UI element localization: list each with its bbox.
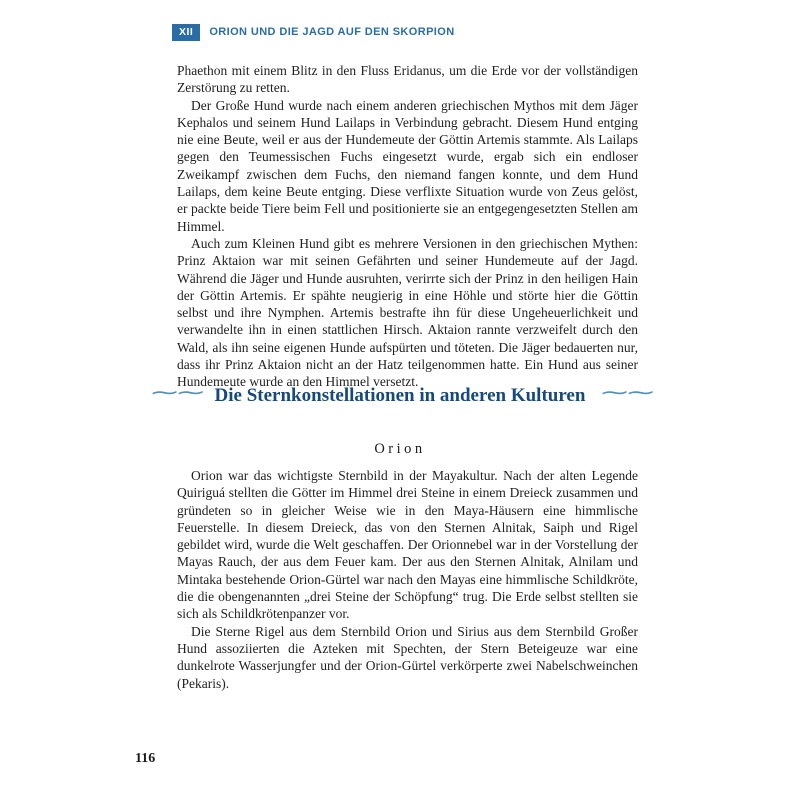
subheading-orion: Orion [374,441,426,457]
page-number: 116 [135,751,156,766]
body-paragraph: Phaethon mit einem Blitz in den Fluss Eridanus, um die Erde vor der vollständigen Zerstörung zu retten. [177,63,638,96]
running-head [172,24,455,41]
section-heading [0,382,800,407]
body-paragraph: Orion war das wichtigste Sternbild in der Mayakultur. Nach der alten Legende Quiriguá stellten die Götter im Himmel drei Steine in einem Dreieck zusammen und gründeten so in gleicher Weise wie in den Maya-Häusern eine himmlische Feuerstelle. In diesem Dreieck, das von den Sternen Alnitak, Saiph und Rigel gebildet wird, wurde die Welt geschaffen. Der Orionnebel war in der Vorstellung der Mayas Rauch, der aus dem Feuer kam. Der aus den Sternen Alnitak, Alnilam und Mintaka bestehende Orion-Gürtel war nach den Mayas eine himmlische Schildkröte, die die obengenannten „drei Steine der Schöpfung“ trug. Die Erde selbst stellten sie sich als Schildkrötenpanzer vor. [177,468,638,622]
body-text-block-top [177,62,638,391]
body-paragraph: Auch zum Kleinen Hund gibt es mehrere Versionen in den griechischen Mythen: Prinz Aktaion war mit seinen Gefährten und seiner Hundemeute auf der Jagd. Während die Jäger und Hunde ausruhten, verirrte sich der Prinz in den heiligen Hain der Göttin Artemis. Er spähte neugierig in eine Höhle und störte hier die Göttin selbst und ihre Nymphen. Artemis bestrafte ihn für diese Ungeheuerlichkeit und verwandelte ihn in einen stattlichen Hirsch. Aktaion rannte verzweifelt durch den Wald, als ihn seine eigenen Hunde aufspürten und töteten. Die Jäger bedauerten nur, dass ihr Prinz Aktaion nicht an der Hatz teilgenommen hatte. Ein Hund aus seiner Hundemeute wurde an den Himmel versetzt. [177,235,638,390]
chapter-title: ORION UND DIE JAGD AUF DEN SKORPION [209,26,455,39]
wave-decoration-right-icon: ∼∼ [599,382,652,404]
body-paragraph: Die Sterne Rigel aus dem Sternbild Orion und Sirius aus dem Sternbild Großer Hund assoziierten die Azteken mit Spechten, der Stern Beteigeuze war eine dunkelrote Wasserjungfer und der Orion-Gürtel verkörperte zwei Nabelschweinchen (Pekaris). [177,623,638,691]
wave-decoration-left-icon: ∼∼ [148,382,201,404]
section-heading-title: Die Sternkonstellationen in anderen Kulturen [214,385,586,406]
body-text-block-orion [177,467,638,692]
chapter-number-badge: XII [172,24,200,41]
body-paragraph: Der Große Hund wurde nach einem anderen griechischen Mythos mit dem Jäger Kephalos und seinem Hund Lailaps in Verbindung gebracht. Diesem Hund entging nie eine Beute, weil er aus der Hundemeute der Göttin Artemis stammte. Als Lailaps gegen den Teumessischen Fuchs eingesetzt wurde, ergab sich ein endloser Zweikampf zwischen dem Fuchs, den niemand fangen konnte, und dem Hund Lailaps, dem keine Beute entging. Diese verflixte Situation wurde von Zeus gelöst, er packte beide Tiere beim Fell und positionierte sie an entgegengesetzten Stellen am Himmel. [177,97,638,234]
